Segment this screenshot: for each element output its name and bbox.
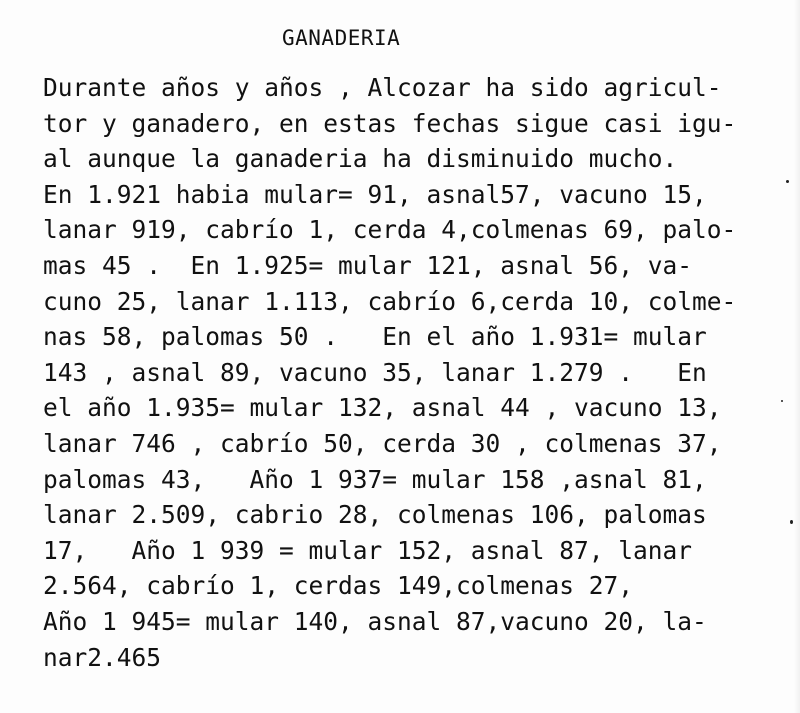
text-line-16: Año 1 945= mular 140, asnal 87,vacuno 20, la- (43, 606, 707, 636)
text-line-1: Durante años y años , Alcozar ha sido agricul- (43, 73, 722, 102)
text-line-17: nar2.465 (43, 642, 162, 672)
ink-speck (781, 400, 783, 402)
ink-speck (790, 520, 793, 524)
text-line-6: mas 45 . En 1.925= mular 121, asnal 56, va- (43, 250, 693, 280)
document-body (43, 70, 783, 675)
text-line-11: lanar 746 , cabrío 50, cerda 30 , colmenas 37, (43, 428, 722, 458)
text-line-3: al aunque la ganaderia ha disminuido mucho. (43, 144, 678, 174)
text-line-5: lanar 919, cabrío 1, cerda 4,colmenas 69, palo- (43, 215, 737, 245)
scan-edge-shadow (794, 0, 800, 713)
text-line-9: 143 , asnal 89, vacuno 35, lanar 1.279 . En (43, 357, 707, 387)
text-line-2: tor y ganadero, en estas fechas sigue casi igu- (43, 108, 737, 138)
text-line-15: 2.564, cabrío 1, cerdas 149,colmenas 27, (43, 571, 634, 601)
text-line-14: 17, Año 1 939 = mular 152, asnal 87, lanar (43, 535, 693, 565)
text-line-4: En 1.921 habia mular= 91, asnal57, vacuno 15, (43, 179, 707, 209)
text-line-8: nas 58, palomas 50 . En el año 1.931= mular (43, 322, 707, 352)
text-line-13: lanar 2.509, cabrio 28, colmenas 106, palomas (43, 500, 707, 530)
document-title: GANADERIA (282, 26, 401, 50)
text-line-10: el año 1.935= mular 132, asnal 44 , vacuno 13, (43, 393, 722, 423)
text-line-7: cuno 25, lanar 1.113, cabrío 6,cerda 10, colme- (43, 286, 737, 316)
text-line-12: palomas 43, Año 1 937= mular 158 ,asnal 81, (43, 464, 707, 494)
ink-speck (786, 180, 789, 183)
